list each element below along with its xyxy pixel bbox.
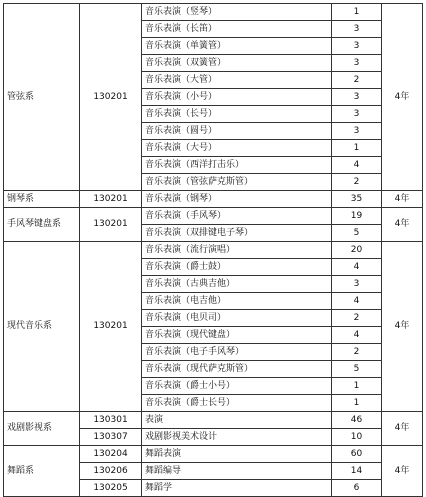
enrollment-count-cell: 4 [332, 157, 382, 174]
department-cell: 手风琴键盘系 [4, 208, 80, 242]
major-name-cell: 音乐表演（圆号） [142, 123, 332, 140]
enrollment-count-cell: 3 [332, 89, 382, 106]
major-code-cell: 130301 [80, 412, 142, 429]
enrollment-count-cell: 35 [332, 191, 382, 208]
table-row [4, 4, 423, 21]
major-name-cell: 音乐表演（双簧管） [142, 55, 332, 72]
major-name-cell: 舞蹈表演 [142, 446, 332, 463]
major-name-cell: 音乐表演（现代萨克斯管） [142, 361, 332, 378]
enrollment-count-cell: 60 [332, 446, 382, 463]
enrollment-count-cell: 2 [332, 174, 382, 191]
major-name-cell: 音乐表演（爵士长号） [142, 395, 332, 412]
major-code-cell: 130206 [80, 463, 142, 480]
major-name-cell: 舞蹈学 [142, 480, 332, 497]
major-code-cell: 130205 [80, 480, 142, 497]
enrollment-count-cell: 4 [332, 327, 382, 344]
major-name-cell: 音乐表演（电贝司） [142, 310, 332, 327]
department-cell: 舞蹈系 [4, 446, 80, 497]
duration-cell: 4年 [382, 191, 423, 208]
table-row [4, 446, 423, 463]
duration-cell: 4年 [382, 446, 423, 497]
duration-cell: 4年 [382, 242, 423, 412]
enrollment-count-cell: 3 [332, 276, 382, 293]
enrollment-count-cell: 5 [332, 225, 382, 242]
duration-cell: 4年 [382, 208, 423, 242]
enrollment-count-cell: 20 [332, 242, 382, 259]
enrollment-count-cell: 2 [332, 344, 382, 361]
enrollment-count-cell: 3 [332, 21, 382, 38]
duration-cell: 4年 [382, 4, 423, 191]
major-name-cell: 音乐表演（双排键电子琴） [142, 225, 332, 242]
department-cell: 管弦系 [4, 4, 80, 191]
enrollment-count-cell: 3 [332, 38, 382, 55]
major-code-cell: 130201 [80, 208, 142, 242]
enrollment-count-cell: 5 [332, 361, 382, 378]
major-name-cell: 音乐表演（爵士小号） [142, 378, 332, 395]
major-code-cell: 130201 [80, 191, 142, 208]
enrollment-count-cell: 2 [332, 72, 382, 89]
major-name-cell: 音乐表演（手风琴） [142, 208, 332, 225]
major-name-cell: 音乐表演（大号） [142, 140, 332, 157]
major-name-cell: 音乐表演（长笛） [142, 21, 332, 38]
enrollment-count-cell: 1 [332, 378, 382, 395]
department-cell: 戏剧影视系 [4, 412, 80, 446]
table-row [4, 191, 423, 208]
major-name-cell: 音乐表演（钢琴） [142, 191, 332, 208]
major-name-cell: 音乐表演（流行演唱） [142, 242, 332, 259]
major-name-cell: 音乐表演（现代键盘） [142, 327, 332, 344]
table-row [4, 208, 423, 225]
enrollment-count-cell: 1 [332, 140, 382, 157]
department-cell: 钢琴系 [4, 191, 80, 208]
enrollment-count-cell: 6 [332, 480, 382, 497]
enrollment-count-cell: 46 [332, 412, 382, 429]
department-cell: 现代音乐系 [4, 242, 80, 412]
major-name-cell: 音乐表演（电吉他） [142, 293, 332, 310]
enrollment-count-cell: 10 [332, 429, 382, 446]
enrollment-count-cell: 4 [332, 293, 382, 310]
major-name-cell: 音乐表演（大管） [142, 72, 332, 89]
table-row [4, 412, 423, 429]
major-code-cell: 130201 [80, 4, 142, 191]
enrollment-count-cell: 3 [332, 123, 382, 140]
enrollment-count-cell: 4 [332, 259, 382, 276]
enrollment-table [3, 3, 423, 497]
major-code-cell: 130307 [80, 429, 142, 446]
duration-cell: 4年 [382, 412, 423, 446]
enrollment-count-cell: 19 [332, 208, 382, 225]
major-code-cell: 130201 [80, 242, 142, 412]
major-name-cell: 音乐表演（爵士鼓） [142, 259, 332, 276]
major-name-cell: 音乐表演（管弦萨克斯管） [142, 174, 332, 191]
major-name-cell: 音乐表演（电子手风琴） [142, 344, 332, 361]
enrollment-count-cell: 2 [332, 310, 382, 327]
major-name-cell: 音乐表演（西洋打击乐） [142, 157, 332, 174]
major-name-cell: 音乐表演（竖琴） [142, 4, 332, 21]
major-name-cell: 音乐表演（小号） [142, 89, 332, 106]
table-row [4, 242, 423, 259]
major-name-cell: 音乐表演（长号） [142, 106, 332, 123]
enrollment-count-cell: 3 [332, 106, 382, 123]
enrollment-count-cell: 1 [332, 395, 382, 412]
major-name-cell: 表演 [142, 412, 332, 429]
major-name-cell: 音乐表演（古典吉他） [142, 276, 332, 293]
enrollment-count-cell: 14 [332, 463, 382, 480]
major-name-cell: 舞蹈编导 [142, 463, 332, 480]
major-name-cell: 戏剧影视美术设计 [142, 429, 332, 446]
major-name-cell: 音乐表演（单簧管） [142, 38, 332, 55]
enrollment-count-cell: 1 [332, 4, 382, 21]
major-code-cell: 130204 [80, 446, 142, 463]
enrollment-count-cell: 3 [332, 55, 382, 72]
